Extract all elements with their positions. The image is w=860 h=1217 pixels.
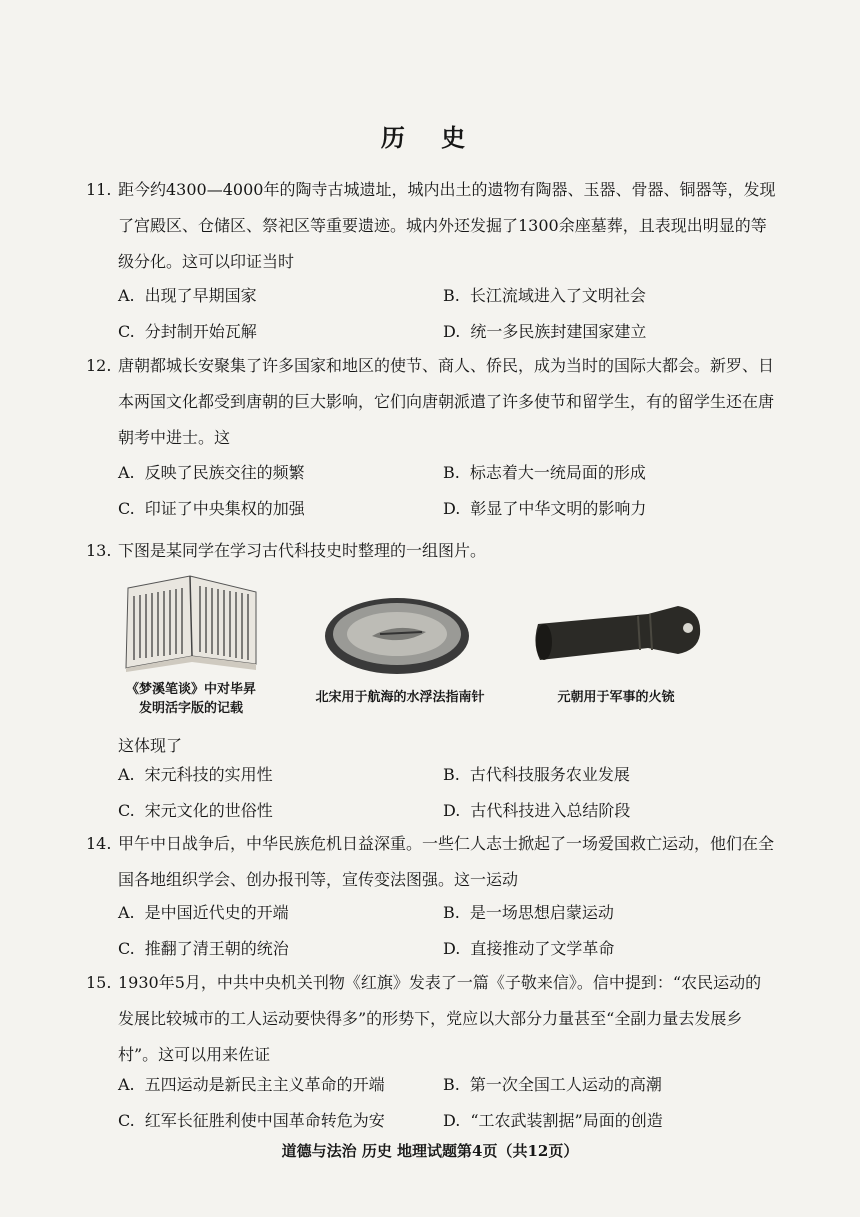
- option-a: A. 是中国近代史的开端: [118, 903, 289, 922]
- option-d: D. 彰显了中华文明的影响力: [443, 499, 647, 518]
- option-a: A. 宋元科技的实用性: [118, 765, 273, 784]
- page-title: 历 史: [380, 123, 480, 152]
- option-b: B. 长江流域进入了文明社会: [443, 286, 646, 305]
- option-b: B. 第一次全国工人运动的高潮: [443, 1075, 662, 1094]
- floating-compass-image: [322, 592, 472, 676]
- option-c: C. 红军长征胜利使中国革命转危为安: [118, 1111, 385, 1130]
- question-number: 12.: [86, 356, 112, 375]
- question-stem: 距今约4300—4000年的陶寺古城遗址，城内出土的遗物有陶器、玉器、骨器、铜器等，发现了宫殿区、仓储区、祭祀区等重要遗迹。城内外还发掘了1300余座墓葬，且表现出明显的等级分化。这可以印证当时: [118, 180, 776, 271]
- question-number: 11.: [86, 180, 112, 199]
- option-b: B. 古代科技服务农业发展: [443, 765, 630, 784]
- question-stem: 1930年5月，中共中央机关刊物《红旗》发表了一篇《子敬来信》。信中提到：“农民运动的发展比较城市的工人运动要快得多”的形势下，党应以大部分力量甚至“全副力量去发展乡村”。这可以用来佐证: [118, 973, 762, 1064]
- option-d: D. 直接推动了文学革命: [443, 939, 615, 958]
- figure-caption-2: 北宋用于航海的水浮法指南针: [315, 690, 485, 705]
- option-b: B. 标志着大一统局面的形成: [443, 463, 646, 482]
- mengxi-bitan-book-image: [120, 572, 262, 672]
- question-number: 14.: [86, 834, 112, 853]
- question-12-options: [118, 460, 758, 532]
- question-stem: 下图是某同学在学习古代科技史时整理的一组图片。: [118, 541, 487, 560]
- question-13: [86, 533, 776, 569]
- option-c: C. 分封制开始瓦解: [118, 322, 257, 341]
- question-13-options: [118, 762, 758, 834]
- option-d: D. 古代科技进入总结阶段: [443, 801, 631, 820]
- question-stem: 甲午中日战争后，中华民族危机日益深重。一些仁人志士掀起了一场爱国救亡运动，他们在全国各地组织学会、创办报刊等，宣传变法图强。这一运动: [118, 834, 775, 889]
- option-a: A. 五四运动是新民主主义革命的开端: [118, 1075, 385, 1094]
- question-14: [86, 826, 776, 898]
- option-c: C. 推翻了清王朝的统治: [118, 939, 289, 958]
- figure-caption-1: 《梦溪笔谈》中对毕昇 发明活字版的记载: [125, 682, 256, 716]
- question-number: 15.: [86, 973, 112, 992]
- question-stem: 唐朝都城长安聚集了许多国家和地区的使节、商人、侨民，成为当时的国际大都会。新罗、日本两国文化都受到唐朝的巨大影响，它们向唐朝派遣了许多使节和留学生，有的留学生还在唐朝考中进士。这: [118, 356, 775, 447]
- option-b: B. 是一场思想启蒙运动: [443, 903, 614, 922]
- option-a: A. 出现了早期国家: [118, 286, 257, 305]
- question-12: [86, 348, 776, 456]
- fire-cannon-image: [528, 600, 704, 672]
- option-c: C. 印证了中央集权的加强: [118, 499, 305, 518]
- option-d: D. 统一多民族封建国家建立: [443, 322, 647, 341]
- question-14-options: [118, 900, 758, 972]
- option-d: D. “工农武装割据”局面的创造: [443, 1111, 663, 1130]
- option-c: C. 宋元文化的世俗性: [118, 801, 273, 820]
- question-11-options: [118, 283, 758, 355]
- question-13-follow: 这体现了: [118, 736, 183, 755]
- page-footer: 道德与法治 历史 地理试题第4页（共12页）: [281, 1142, 579, 1160]
- question-11: [86, 172, 776, 280]
- question-15: [86, 965, 776, 1073]
- figure-caption-3: 元朝用于军事的火铳: [557, 690, 675, 705]
- question-15-options: [118, 1072, 758, 1144]
- question-number: 13.: [86, 541, 112, 560]
- option-a: A. 反映了民族交往的频繁: [118, 463, 305, 482]
